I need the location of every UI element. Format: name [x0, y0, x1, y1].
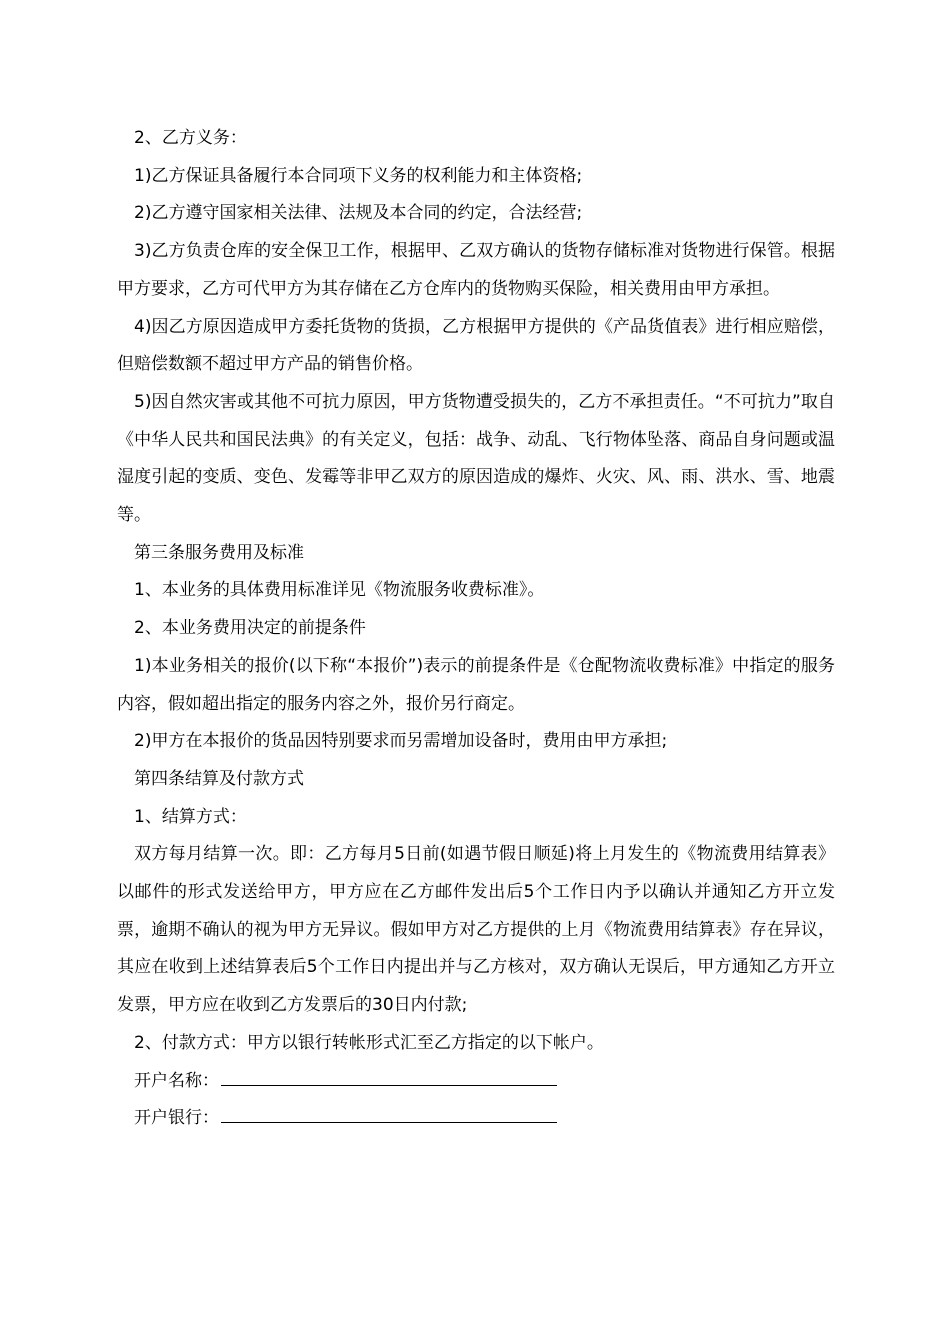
- document-page: [117, 120, 835, 1138]
- paragraph: 1)本业务相关的报价(以下称“本报价”)表示的前提条件是《仓配物流收费标准》中指定的服务内容，假如超出指定的服务内容之外，报价另行商定。: [117, 655, 835, 714]
- paragraph: 4)因乙方原因造成甲方委托货物的货损，乙方根据甲方提供的《产品货值表》进行相应赔偿，但赔偿数额不超过甲方产品的销售价格。: [117, 316, 835, 375]
- section-heading: 第四条结算及付款方式: [134, 768, 304, 789]
- paragraph: 3)乙方负责仓库的安全保卫工作，根据甲、乙双方确认的货物存储标准对货物进行保管。根据甲方要求，乙方可代甲方为其存储在乙方仓库内的货物购买保险，相关费用由甲方承担。: [117, 241, 835, 299]
- paragraph: 2)乙方遵守国家相关法律、法规及本合同的约定，合法经营;: [134, 203, 583, 224]
- paragraph: 2、乙方义务：: [134, 128, 247, 148]
- section-heading: 第三条服务费用及标准: [134, 542, 304, 563]
- paragraph: 1、本业务的具体费用标准详见《物流服务收费标准》。: [134, 580, 545, 601]
- paragraph: 1、结算方式：: [134, 806, 247, 827]
- paragraph: 5)因自然灾害或其他不可抗力原因，甲方货物遭受损失的，乙方不承担责任。“不可抗力”取自《中华人民共和国民法典》的有关定义，包括：战争、动乱、飞行物体坠落、商品自身问题或温湿度引起的变质、变色、发霉等非甲乙双方的原因造成的爆炸、火灾、风、雨、洪水、雪、地震等。: [117, 391, 835, 526]
- paragraph: 双方每月结算一次。即：乙方每月5日前(如遇节假日顺延)将上月发生的《物流费用结算表》以邮件的形式发送给甲方，甲方应在乙方邮件发出后5个工作日内予以确认并通知乙方开立发票，逾期不确认的视为甲方无异议。假如甲方对乙方提供的上月《物流费用结算表》存在异议，其应在收到上述结算表后5个工作日内提出并与乙方核对，双方确认无误后，甲方通知乙方开立发票，甲方应在收到乙方发票后的30日内付款;: [117, 844, 835, 1016]
- account-name-row: [117, 1063, 835, 1101]
- paragraph: 2、付款方式：甲方以银行转帐形式汇至乙方指定的以下帐户。: [134, 1032, 604, 1053]
- bank-blank-line: [221, 1102, 557, 1123]
- paragraph: 2)甲方在本报价的货品因特别要求而另需增加设备时，费用由甲方承担;: [134, 731, 668, 752]
- paragraph: 2、本业务费用决定的前提条件: [134, 618, 366, 639]
- account-name-blank-line: [221, 1065, 557, 1086]
- bank-row: [117, 1100, 835, 1138]
- paragraph: 1)乙方保证具备履行本合同项下义务的权利能力和主体资格;: [134, 165, 583, 186]
- account-name-label: 开户名称：: [134, 1070, 219, 1091]
- bank-label: 开户银行：: [134, 1108, 219, 1129]
